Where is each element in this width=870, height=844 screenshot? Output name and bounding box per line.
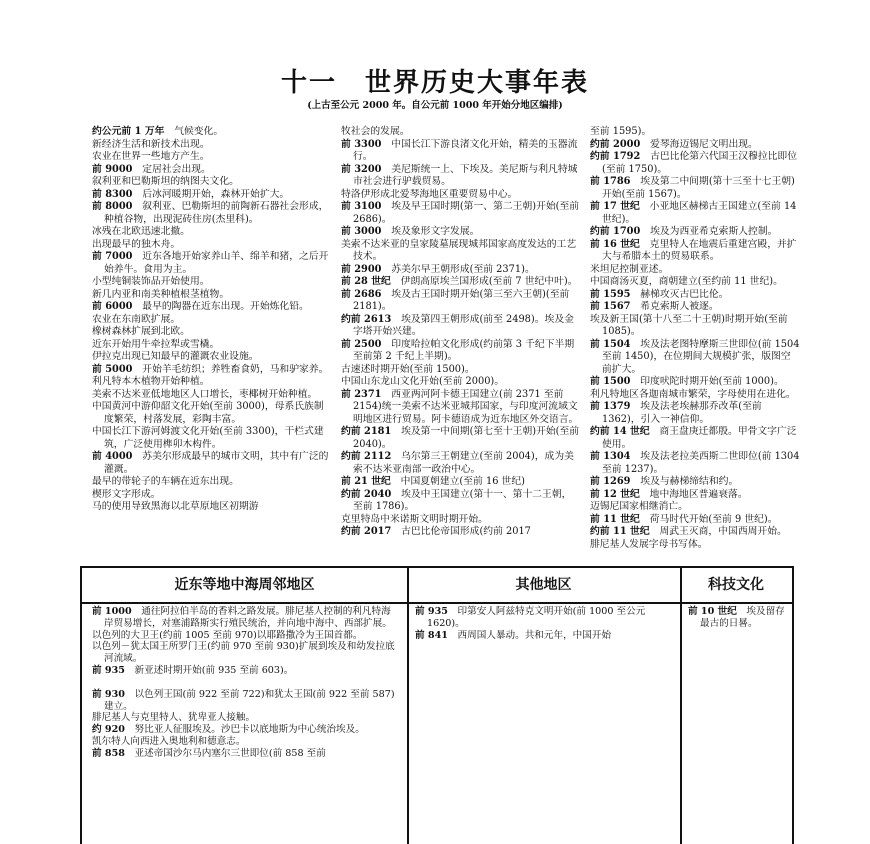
timeline-entry — [415, 630, 670, 642]
entry-text: 最早的带轮子的车辆在近东出现。 — [92, 476, 239, 487]
timeline-entry — [92, 641, 397, 665]
timeline-entry — [341, 226, 581, 239]
column-divider — [680, 568, 682, 844]
entry-date: 前 7000 — [92, 251, 133, 262]
entry-date: 前 9000 — [92, 163, 133, 175]
near-east-cell — [92, 606, 397, 760]
entry-date: 前 8300 — [92, 188, 133, 200]
timeline-entry — [590, 289, 800, 302]
entry-text: 中国长江下游河姆渡文化开始(至前 3300)，干栏式建筑，广泛使用榫卯木构件。 — [92, 426, 324, 450]
entry-date: 前 4000 — [92, 451, 133, 462]
entry-date: 前 1269 — [590, 476, 631, 487]
timeline-entry — [92, 164, 332, 177]
timeline-entry — [92, 239, 332, 252]
page-subtitle: (上古至公元 2000 年。自公元前 1000 年开始分地区编排) — [307, 100, 563, 111]
timeline-entry — [341, 339, 581, 364]
timeline-entry — [92, 736, 397, 748]
timeline-entry — [92, 276, 332, 289]
entry-text: 叙利亚和巴勒斯坦的纳图夫文化。 — [92, 176, 239, 187]
region-table-header — [82, 568, 792, 604]
timeline-entry — [590, 126, 800, 139]
header-near-east: 近东等地中海周邻地区 — [174, 577, 315, 593]
entry-date: 前 1786 — [590, 176, 631, 187]
timeline-entry — [341, 364, 581, 377]
entry-date: 前 17 世纪 — [590, 201, 640, 212]
entry-date: 前 935 — [415, 606, 448, 617]
entry-date: 前 1304 — [590, 451, 631, 462]
timeline-entry — [92, 389, 332, 402]
timeline-entry — [92, 476, 332, 489]
entry-text: 最早的陶器在近东出现。开始炼化铅。 — [132, 301, 309, 312]
timeline-entry — [415, 606, 670, 630]
entry-text: 中国夏朝建立(至前 16 世纪) — [390, 476, 525, 487]
entry-text: 埃及古王国时期开始(第三至六王朝)(至前 2181)。 — [353, 288, 570, 312]
entry-text: 赫梯攻灭古巴比伦。 — [630, 288, 729, 300]
timeline-entry — [590, 276, 800, 289]
entry-text: 出现最早的独木舟。 — [92, 238, 181, 250]
entry-date: 前 21 世纪 — [341, 476, 391, 487]
timeline-entry — [92, 351, 332, 364]
entry-text: 马的使用导致黑海以北草原地区初期游 — [92, 501, 259, 512]
entry-text: 埃及为西亚希克索斯人控制。 — [640, 226, 778, 237]
entry-text: 埃及第二中间期(第十三至十七王朝)开始(至前 1567)。 — [602, 176, 795, 200]
entry-text: 埃及早王国时期(第一、第二王朝)开始(至前 2686)。 — [353, 201, 580, 225]
timeline-entry — [92, 677, 397, 689]
timeline-entry — [590, 176, 800, 201]
entry-text: 印度吠陀时期开始(至前 1000)。 — [630, 376, 784, 387]
entry-text: 荷马时代开始(至前 9 世纪)。 — [639, 513, 778, 525]
entry-text: 迈锡尼国家相继消亡。 — [590, 501, 688, 512]
entry-date: 约公元前 1 万年 — [92, 126, 165, 137]
entry-text: 埃及法老图特摩斯三世即位(前 1504 至前 1450)，在位期间大规模扩张，版图空前扩大。 — [602, 338, 800, 375]
entry-text: 近东各地开始家养山羊、绵羊和猪，之后开始养牛。食用为主。 — [104, 251, 329, 275]
entry-text: 西周国人暴动。共和元年，中国开始 — [447, 629, 612, 641]
timeline-entry — [92, 289, 332, 302]
timeline-entry — [92, 339, 332, 352]
timeline-entry — [341, 526, 581, 539]
entry-date: 前 1567 — [590, 301, 631, 312]
entry-text: 农业在世界一些地方产生。 — [92, 151, 210, 162]
entry-text: 米坦尼控制亚述。 — [590, 263, 669, 275]
entry-text: 努比亚人征服埃及。沙巴卡以底地斯为中心统治埃及。 — [124, 724, 365, 736]
timeline-entry — [92, 489, 332, 502]
timeline-entry — [341, 264, 581, 277]
science-culture-cell — [688, 606, 786, 630]
entry-text: 楔形文字形成。 — [92, 488, 161, 500]
entry-text: 爱琴海迈锡尼文明出现。 — [640, 138, 758, 150]
timeline-entry — [92, 364, 332, 377]
timeline-entry — [341, 451, 581, 476]
timeline-entry — [341, 201, 581, 226]
timeline-entry — [341, 189, 581, 202]
entry-date: 前 858 — [92, 747, 125, 759]
entry-date: 前 10 世纪 — [688, 606, 737, 617]
entry-date: 约前 1700 — [590, 226, 641, 237]
entry-text: 新几内亚和南美种植根茎植物。 — [92, 288, 230, 300]
entry-text: 腓尼基人发展字母书写体。 — [590, 538, 708, 550]
entry-date: 约前 2017 — [341, 526, 392, 537]
entry-text: 埃及法老拉美西斯二世即位(前 1304 至前 1237)。 — [602, 451, 800, 475]
entry-date: 前 2686 — [341, 288, 382, 300]
entry-text: 橡树森林扩展到北欧。 — [92, 326, 190, 337]
entry-date: 前 16 世纪 — [590, 238, 640, 250]
entry-text: 新经济生活和新技术出现。 — [92, 138, 210, 150]
timeline-entry — [92, 176, 332, 189]
timeline-entry — [92, 301, 332, 314]
entry-text: 至前 1595)。 — [590, 126, 652, 137]
timeline-entry — [92, 139, 332, 152]
timeline-entry — [590, 151, 800, 176]
entry-date: 前 5000 — [92, 363, 133, 375]
timeline-entry — [590, 239, 800, 264]
timeline-entry — [92, 606, 397, 630]
timeline-entry — [341, 514, 581, 527]
entry-date: 前 2500 — [341, 338, 382, 350]
timeline-entry — [92, 665, 397, 677]
entry-date: 前 2371 — [341, 388, 382, 400]
page-title: 十一 世界历史大事年表 — [280, 68, 589, 98]
column-divider — [407, 568, 409, 844]
entry-date: 前 3200 — [341, 163, 382, 175]
entry-text: 埃及与赫梯缔结和约。 — [630, 476, 739, 487]
entry-text: 古速述时期开始(至前 1500)。 — [341, 363, 475, 375]
entry-text: 通往阿拉伯半岛的香料之路发展。腓尼基人控制的利凡特海岸贸易增长，对塞浦路斯实行殖民统治，并向地中海中、西部扩展。 — [104, 606, 392, 629]
timeline-entry — [341, 139, 581, 164]
entry-text: 古巴比伦帝国形成(约前 2017 — [391, 526, 531, 537]
timeline-entry — [590, 139, 800, 152]
entry-date: 前 6000 — [92, 301, 133, 312]
timeline-entry — [341, 276, 581, 289]
entry-date: 约前 2000 — [590, 138, 641, 150]
entry-date: 前 930 — [92, 688, 125, 700]
entry-date: 前 1500 — [590, 376, 631, 387]
entry-text: 利凡特本木植物开始种植。 — [92, 376, 210, 387]
entry-text: 牧社会的发展。 — [341, 126, 410, 137]
entry-text: 中国山东龙山文化开始(至前 2000)。 — [341, 376, 505, 387]
timeline-entry — [688, 606, 786, 630]
entry-text: 地中海地区普遍衰落。 — [639, 488, 748, 500]
timeline-entry — [341, 164, 581, 189]
entry-date: 前 3100 — [341, 201, 382, 212]
entry-date: 约前 2181 — [341, 426, 392, 437]
entry-text: 腓尼基人与克里特人、犹卑亚人接触。 — [92, 712, 256, 724]
header-science-culture: 科技文化 — [708, 577, 764, 593]
timeline-entry — [92, 724, 397, 736]
entry-text: 西亚两河阿卡德王国建立(前 2371 至前 2154)统一美索不达米亚城邦国家，与印度河流域文明地区进行贸易。阿卡德语成为近东地区外交语言。 — [353, 388, 579, 425]
timeline-entry — [590, 376, 800, 389]
timeline-entry — [92, 689, 397, 713]
entry-text: 苏美尔形成最早的城市文明，其中有广泛的灌溉。 — [104, 451, 329, 475]
timeline-entry — [590, 339, 800, 377]
timeline-entry — [92, 151, 332, 164]
timeline-entry — [92, 451, 332, 476]
entry-date: 前 3000 — [341, 226, 382, 237]
entry-text: 中国商汤灭夏，商朝建立(至约前 11 世纪)。 — [590, 276, 783, 287]
timeline-entry — [590, 201, 800, 226]
entry-text: 希克索斯人被逐。 — [630, 301, 719, 312]
entry-text: 埃及中王国建立(第十一、第十二王朝，至前 1786)。 — [353, 488, 572, 512]
chronology-column-3 — [590, 126, 800, 551]
entry-text: 埃及象形文字发展。 — [381, 226, 480, 237]
entry-date: 前 28 世纪 — [341, 276, 391, 287]
timeline-entry — [341, 126, 581, 139]
timeline-entry — [92, 251, 332, 276]
entry-text: 以色列－犹太国王所罗门王(约前 970 至前 930)扩展到埃及和幼发拉底河流域。 — [92, 641, 395, 665]
entry-text: 利凡特地区各迦南城市繁荣，字母使用在进化。 — [590, 388, 796, 400]
timeline-entry — [590, 426, 800, 451]
timeline-entry — [92, 426, 332, 451]
entry-text: 古巴比伦第六代国王汉穆拉比即位(至前 1750)。 — [602, 151, 798, 175]
timeline-entry — [92, 401, 332, 426]
entry-text: 克里特人在地震后重建宫殿，并扩大与希腊本土的贸易联系。 — [602, 238, 797, 262]
timeline-entry — [92, 376, 332, 389]
entry-date: 前 935 — [92, 664, 125, 676]
timeline-entry — [590, 514, 800, 527]
entry-text: 中国黄河中游仰韶文化开始(至前 3000)，母系氏族制度繁荣，村落发展，彩陶丰富。 — [92, 401, 324, 425]
timeline-entry — [92, 326, 332, 339]
timeline-entry — [341, 376, 581, 389]
entry-text: 克里特岛中米诺斯文明时期开始。 — [341, 513, 488, 525]
timeline-entry — [590, 389, 800, 402]
entry-text: 开始羊毛纺织；养牲畜食奶，马和驴家养。 — [132, 363, 329, 375]
entry-text: 特洛伊形成北爱琴海地区重要贸易中心。 — [341, 188, 518, 200]
timeline-entry — [590, 401, 800, 426]
timeline-entry — [590, 264, 800, 277]
timeline-entry — [590, 539, 800, 552]
timeline-entry — [341, 476, 581, 489]
entry-text: 伊朗高原埃兰国形成(至前 7 世纪中叶)。 — [390, 276, 578, 287]
timeline-entry — [590, 301, 800, 314]
region-table — [80, 566, 794, 844]
entry-text: 周武王灭商，中国西周开始。 — [649, 526, 787, 537]
timeline-entry — [92, 712, 397, 724]
timeline-entry — [92, 126, 332, 139]
entry-text: 美索不达米亚低地地区人口增长，枣椰树开始种植。 — [92, 388, 318, 400]
entry-text: 凯尔特人向西进入奥地利和德意志。 — [92, 735, 246, 747]
entry-text: 埃及第四王朝形成(前至 2498)。埃及金字塔开始兴建。 — [353, 313, 574, 337]
entry-text: 以色列的大卫王(约前 1005 至前 970)以耶路撒冷为王国首都。 — [92, 629, 363, 641]
entry-text: 中国长江下游良渚文化开始，精美的玉器流行。 — [353, 138, 578, 162]
timeline-entry — [590, 314, 800, 339]
timeline-entry — [341, 314, 581, 339]
entry-date: 约前 14 世纪 — [590, 426, 650, 437]
entry-date: 前 8000 — [92, 201, 133, 212]
timeline-entry — [341, 289, 581, 314]
entry-date: 约前 2040 — [341, 488, 392, 500]
timeline-entry — [92, 630, 397, 642]
chronology-column-1 — [92, 126, 332, 514]
entry-text: 小亚地区赫梯古王国建立(至前 14 世纪)。 — [602, 201, 797, 225]
timeline-entry — [590, 226, 800, 239]
entry-date: 前 841 — [415, 629, 448, 641]
entry-text: 埃及新王国(第十八至二十王朝)时期开始(至前 1085)。 — [590, 313, 788, 337]
entry-text: 气候变化。 — [164, 126, 224, 137]
header-other-regions: 其他地区 — [515, 577, 572, 593]
entry-text: 苏美尔早王朝形成(至前 2371)。 — [381, 263, 535, 275]
timeline-entry — [341, 389, 581, 427]
timeline-entry — [590, 526, 800, 539]
timeline-entry — [92, 189, 332, 202]
entry-text: 美索不达米亚的皇家陵墓展现城邦国家高度发达的工艺技术。 — [341, 238, 577, 262]
entry-text: 近东开始用牛牵拉犁或雪橇。 — [92, 338, 220, 350]
entry-date: 约前 11 世纪 — [590, 526, 650, 537]
entry-text: 伊拉克出现已知最早的灌溉农业设施。 — [92, 351, 259, 362]
entry-text: 冰残在北欧迅速北撤。 — [92, 226, 190, 237]
entry-text: 埃及法老埃赫那乔改革(至前 1362)，引入一神信仰。 — [602, 401, 762, 425]
entry-text: 新亚述时期开始(前 935 至前 603)。 — [124, 664, 294, 676]
entry-text: 叙利亚、巴勒斯坦的前陶新石器社会形成，种植谷物，出现泥砖住房(杰里科)。 — [104, 201, 329, 225]
entry-date: 前 3300 — [341, 138, 382, 150]
chronology-column-2 — [341, 126, 581, 539]
timeline-entry — [590, 489, 800, 502]
timeline-entry — [92, 226, 332, 239]
entry-text: 农业在东南欧扩展。 — [92, 313, 181, 325]
entry-text: 美尼斯统一上、下埃及。美尼斯与利凡特城市社会进行驴载贸易。 — [353, 163, 578, 187]
entry-text: 以色列王国(前 922 至前 722)和犹太王国(前 922 至前 587)建立。 — [104, 688, 395, 712]
entry-text: 定居社会出现。 — [132, 163, 211, 175]
timeline-entry — [341, 239, 581, 264]
timeline-entry — [92, 201, 332, 226]
entry-text: 后冰河暖期开始，森林开始扩大。 — [132, 188, 290, 200]
entry-date: 前 1595 — [590, 288, 631, 300]
timeline-entry — [590, 476, 800, 489]
entry-date: 前 1000 — [92, 606, 132, 617]
entry-text: 埃及留存最古的日晷。 — [700, 606, 785, 629]
entry-date: 前 1379 — [590, 401, 631, 412]
entry-text: 亚述帝国沙尔马内塞尔三世即位(前 858 至前 — [124, 747, 326, 759]
entry-text: 印第安人阿兹特克文明开始(前 1000 至公元 1620)。 — [427, 606, 646, 629]
other-regions-cell — [415, 606, 670, 641]
entry-date: 前 2900 — [341, 263, 382, 275]
entry-text: 商王盘庚迁都殷。甲骨文字广泛使用。 — [602, 426, 797, 450]
entry-text: 乌尔第三王朝建立(至前 2004)，成为美索不达米亚南部一政治中心。 — [353, 451, 574, 475]
entry-text: 小型纯铜装饰品开始使用。 — [92, 276, 210, 287]
entry-date: 约前 1792 — [590, 151, 641, 162]
timeline-entry — [590, 501, 800, 514]
timeline-entry — [341, 489, 581, 514]
timeline-entry — [92, 314, 332, 327]
timeline-entry — [341, 426, 581, 451]
timeline-entry — [590, 451, 800, 476]
entry-date: 约前 2613 — [341, 313, 392, 325]
entry-date: 前 12 世纪 — [590, 488, 640, 500]
timeline-entry — [92, 748, 397, 760]
entry-text: 印度哈拉帕文化形成(约前第 3 千纪下半期至前第 2 千纪上半期)。 — [353, 338, 575, 362]
entry-date: 约 920 — [92, 724, 125, 736]
entry-text: 埃及第一中间期(第七至十王朝)开始(至前 2040)。 — [353, 426, 580, 450]
entry-date: 前 1504 — [590, 338, 631, 350]
entry-date: 前 11 世纪 — [590, 513, 640, 525]
entry-date: 约前 2112 — [341, 451, 392, 462]
timeline-entry — [92, 501, 332, 514]
